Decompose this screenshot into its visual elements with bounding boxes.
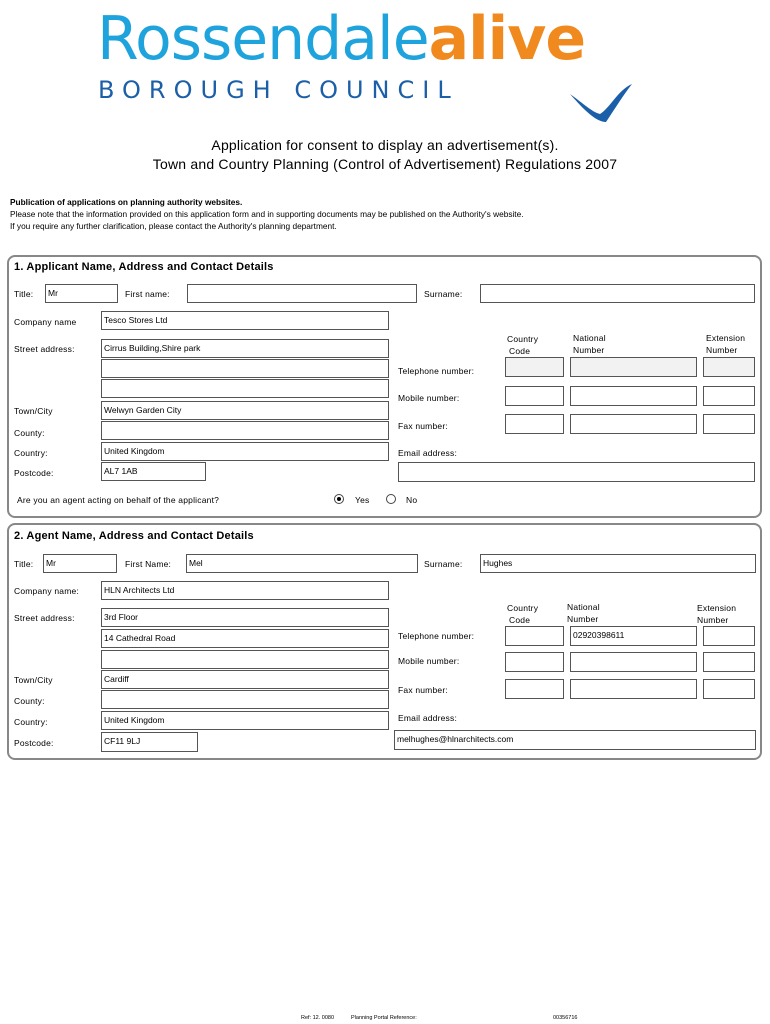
applicant-street-field-1[interactable]: Cirrus Building,Shire park (101, 339, 389, 358)
applicant-country-label: Country: (14, 448, 48, 458)
applicant-fax-country-code[interactable] (505, 414, 564, 434)
applicant-fax-extension[interactable] (703, 414, 755, 434)
applicant-country-field[interactable]: United Kingdom (101, 442, 389, 461)
applicant-street-field-2[interactable] (101, 359, 389, 378)
applicant-county-label: County: (14, 428, 45, 438)
agent-surname-label: Surname: (424, 559, 463, 569)
applicant-street-field-3[interactable] (101, 379, 389, 398)
applicant-surname-field[interactable] (480, 284, 755, 303)
applicant-mobile-country-code[interactable] (505, 386, 564, 406)
applicant-tel-country-code[interactable] (505, 357, 564, 377)
agent-company-label: Company name: (14, 586, 79, 596)
applicant-extension-header-2: Number (706, 345, 738, 355)
applicant-town-field[interactable]: Welwyn Garden City (101, 401, 389, 420)
agent-title-field[interactable]: Mr (43, 554, 117, 573)
notice-heading: Publication of applications on planning authority websites. (10, 197, 243, 207)
agent-tel-national-number[interactable]: 02920398611 (570, 626, 697, 646)
agent-county-field[interactable] (101, 690, 389, 709)
agent-street-field-1[interactable]: 3rd Floor (101, 608, 389, 627)
agent-town-label: Town/City (14, 675, 53, 685)
applicant-company-field[interactable]: Tesco Stores Ltd (101, 311, 389, 330)
agent-tel-extension[interactable] (703, 626, 755, 646)
agent-country-code-header: Country (507, 603, 539, 613)
agent-street-field-3[interactable] (101, 650, 389, 669)
applicant-national-number-header: National (573, 333, 606, 343)
applicant-fax-label: Fax number: (398, 421, 448, 431)
agent-section-heading: 2. Agent Name, Address and Contact Details (14, 530, 254, 542)
agent-mobile-national-number[interactable] (570, 652, 697, 672)
agent-surname-field[interactable]: Hughes (480, 554, 756, 573)
applicant-first-name-label: First name: (125, 289, 170, 299)
footer-portal-label: Planning Portal Reference: (351, 1015, 417, 1021)
agent-postcode-field[interactable]: CF11 9LJ (101, 732, 198, 752)
agent-no-label: No (406, 495, 418, 505)
agent-extension-header: Extension (697, 603, 737, 613)
applicant-title-label: Title: (14, 289, 34, 299)
agent-title-label: Title: (14, 559, 34, 569)
applicant-email-label: Email address: (398, 448, 458, 458)
applicant-national-number-header-2: Number (573, 345, 605, 355)
applicant-company-label: Company name (14, 317, 77, 327)
agent-mobile-label: Mobile number: (398, 656, 460, 666)
applicant-postcode-label: Postcode: (14, 468, 54, 478)
agent-national-number-header-2: Number (567, 614, 599, 624)
agent-first-name-label: First Name: (125, 559, 172, 569)
notice-text: Please note that the information provided on this application form and in supporting documents may be published on the Authority's website. (10, 209, 524, 219)
applicant-country-code-header: Country (507, 334, 539, 344)
logo-word-rossendale: Rossendale (97, 4, 429, 74)
agent-yes-radio[interactable] (334, 494, 344, 504)
agent-yes-label: Yes (355, 495, 370, 505)
agent-fax-national-number[interactable] (570, 679, 697, 699)
logo-word-alive: alive (428, 4, 586, 74)
agent-tel-country-code[interactable] (505, 626, 564, 646)
applicant-surname-label: Surname: (424, 289, 463, 299)
applicant-telephone-label: Telephone number: (398, 366, 475, 376)
applicant-town-label: Town/City (14, 406, 53, 416)
agent-country-field[interactable]: United Kingdom (101, 711, 389, 730)
notice-text-2: If you require any further clarification, please contact the Authority's planning department. (10, 221, 337, 231)
applicant-tel-national-number[interactable] (570, 357, 697, 377)
applicant-email-field[interactable] (398, 462, 755, 482)
applicant-section-heading: 1. Applicant Name, Address and Contact Details (14, 261, 274, 273)
agent-question: Are you an agent acting on behalf of the applicant? (17, 495, 220, 505)
agent-street-field-2[interactable]: 14 Cathedral Road (101, 629, 389, 648)
agent-street-label: Street address: (14, 613, 75, 623)
logo-swoosh-icon (566, 64, 646, 126)
logo-subtitle: BOROUGH COUNCIL (98, 76, 459, 104)
agent-fax-country-code[interactable] (505, 679, 564, 699)
agent-postcode-label: Postcode: (14, 738, 54, 748)
applicant-first-name-field[interactable] (187, 284, 417, 303)
agent-county-label: County: (14, 696, 45, 706)
form-subtitle: Town and Country Planning (Control of Advertisement) Regulations 2007 (152, 156, 618, 172)
applicant-tel-extension[interactable] (703, 357, 755, 377)
agent-national-number-header: National (567, 602, 600, 612)
applicant-mobile-national-number[interactable] (570, 386, 697, 406)
applicant-mobile-extension[interactable] (703, 386, 755, 406)
agent-fax-label: Fax number: (398, 685, 448, 695)
agent-extension-header-2: Number (697, 615, 729, 625)
agent-company-field[interactable]: HLN Architects Ltd (101, 581, 389, 600)
applicant-extension-header: Extension (706, 333, 746, 343)
agent-town-field[interactable]: Cardiff (101, 670, 389, 689)
agent-country-label: Country: (14, 717, 48, 727)
agent-fax-extension[interactable] (703, 679, 755, 699)
applicant-mobile-label: Mobile number: (398, 393, 460, 403)
agent-first-name-field[interactable]: Mel (186, 554, 418, 573)
applicant-street-label: Street address: (14, 344, 75, 354)
applicant-county-field[interactable] (101, 421, 389, 440)
footer-portal-reference: 00356716 (553, 1015, 578, 1021)
agent-email-field[interactable]: melhughes@hlnarchitects.com (394, 730, 756, 750)
agent-mobile-country-code[interactable] (505, 652, 564, 672)
applicant-postcode-field[interactable]: AL7 1AB (101, 462, 206, 481)
agent-telephone-label: Telephone number: (398, 631, 475, 641)
agent-no-radio[interactable] (386, 494, 396, 504)
applicant-title-field[interactable]: Mr (45, 284, 118, 303)
footer-ref: Ref: 12. 0080 (301, 1015, 335, 1021)
form-title: Application for consent to display an advertisement(s). (211, 137, 559, 153)
council-logo (97, 4, 585, 74)
agent-country-code-header-2: Code (509, 615, 531, 625)
applicant-country-code-header-2: Code (509, 346, 531, 356)
applicant-fax-national-number[interactable] (570, 414, 697, 434)
agent-email-label: Email address: (398, 713, 458, 723)
agent-mobile-extension[interactable] (703, 652, 755, 672)
